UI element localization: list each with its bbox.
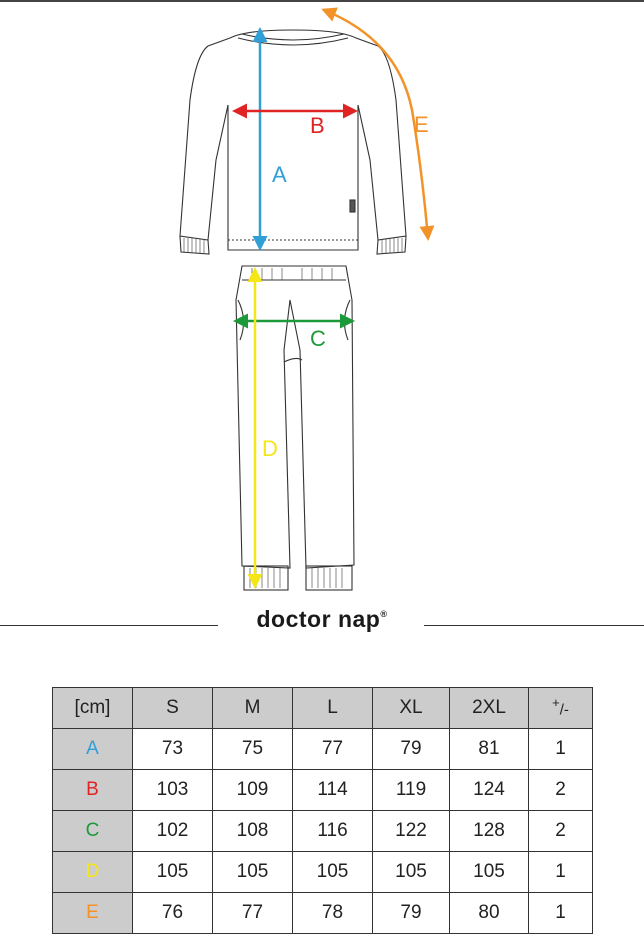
tolerance-cell: 2 [529,770,593,811]
table-cell: 81 [450,729,529,770]
sweatshirt-outline [180,30,406,254]
size-header-xl: XL [373,688,450,729]
tolerance-cell: 1 [529,893,593,934]
table-cell: 79 [373,893,450,934]
size-chart-table [52,687,593,934]
table-cell: 77 [293,729,373,770]
table-cell: 114 [293,770,373,811]
table-row [53,852,593,893]
table-cell: 80 [450,893,529,934]
tolerance-cell: 1 [529,852,593,893]
unit-header: [cm] [53,688,133,729]
table-cell: 108 [213,811,293,852]
table-cell: 76 [133,893,213,934]
table-cell: 128 [450,811,529,852]
row-label-c: C [53,811,133,852]
table-row [53,811,593,852]
table-cell: 122 [373,811,450,852]
table-cell: 119 [373,770,450,811]
table-cell: 105 [293,852,373,893]
size-header-2xl: 2XL [450,688,529,729]
table-row [53,729,593,770]
pants-outline [236,266,354,590]
table-cell: 75 [213,729,293,770]
size-header-l: L [293,688,373,729]
table-cell: 105 [373,852,450,893]
label-b: B [310,113,325,138]
table-cell: 105 [450,852,529,893]
waistband-ribbing [250,268,342,588]
table-row [53,770,593,811]
label-a: A [272,162,287,187]
table-cell: 109 [213,770,293,811]
row-label-a: A [53,729,133,770]
table-row [53,893,593,934]
table-cell: 116 [293,811,373,852]
row-label-d: D [53,852,133,893]
table-cell: 124 [450,770,529,811]
label-c: C [310,326,326,351]
table-cell: 105 [133,852,213,893]
divider-line-left [0,625,218,626]
brand-divider [0,604,644,644]
row-label-e: E [53,893,133,934]
tolerance-cell: 1 [529,729,593,770]
row-label-b: B [53,770,133,811]
table-cell: 77 [213,893,293,934]
table-cell: 78 [293,893,373,934]
table-cell: 103 [133,770,213,811]
brand-logo: doctor nap® [256,606,388,632]
table-cell: 79 [373,729,450,770]
size-header-m: M [213,688,293,729]
tolerance-header: +/- [529,688,593,729]
table-cell: 105 [213,852,293,893]
table-cell: 102 [133,811,213,852]
label-d: D [262,436,278,461]
divider-line-right [424,625,644,626]
tolerance-cell: 2 [529,811,593,852]
table-header-row [53,688,593,729]
size-header-s: S [133,688,213,729]
label-e: E [414,112,429,137]
measure-arrow-e [324,10,428,238]
table-cell: 73 [133,729,213,770]
